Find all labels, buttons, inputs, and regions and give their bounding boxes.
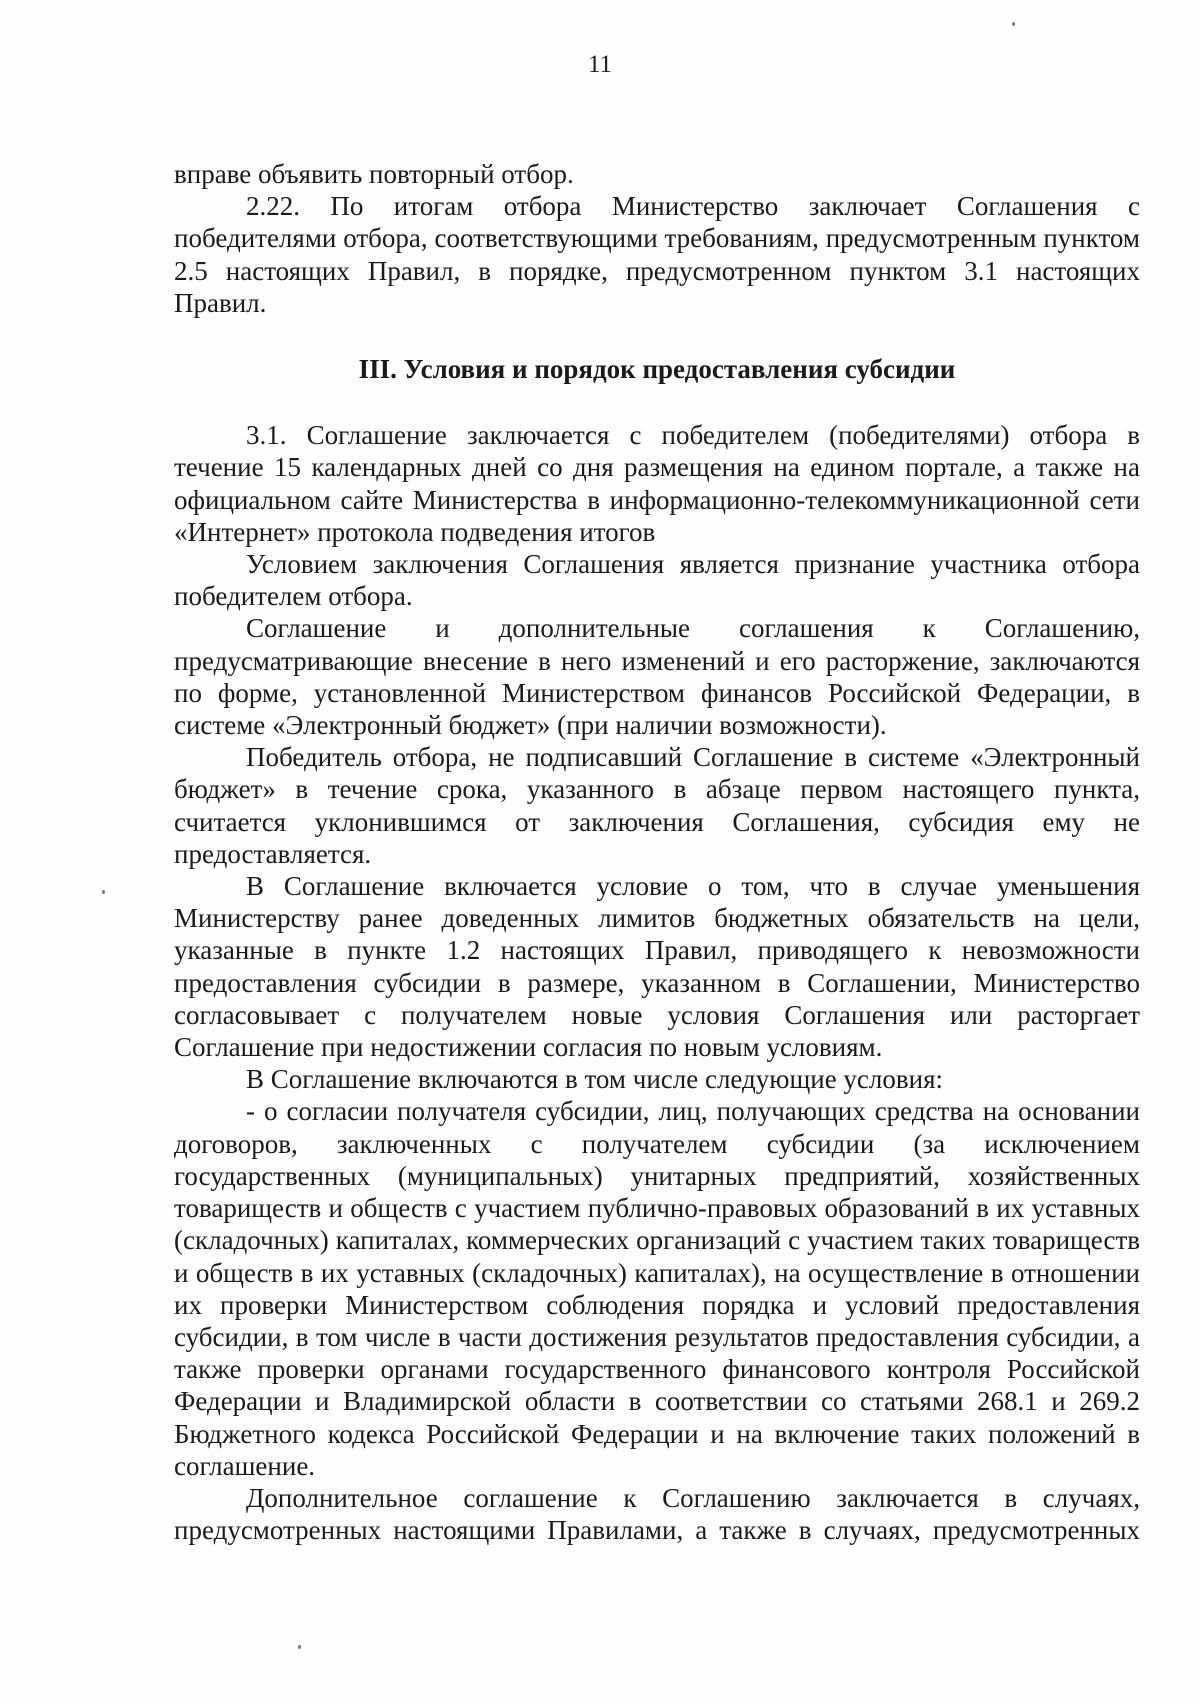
- paragraph-additional-agreement: Дополнительное соглашение к Соглашению заключается в случаях, предусмотренных настоящими Правилами, а также в случаях, предусмотренных: [174, 1482, 1140, 1546]
- paragraph-limits-reduction: В Соглашение включается условие о том, что в случае уменьшения Министерству ранее доведенных лимитов бюджетных обязательств на цели, указанные в пункте 1.2 настоящих Правил, приводящего к невозможности предоставления субсидии в размере, указанном в Соглашении, Министерство согласовывает с получателем новые условия Соглашения или расторгает Соглашение при недостижении согласия по новым условиям.: [174, 871, 1140, 1063]
- paragraph-condition: Условием заключения Соглашения является признание участника отбора победителем отбора.: [174, 549, 1140, 612]
- section-heading: III. Условия и порядок предоставления субсидии: [358, 354, 956, 385]
- page-number: 11: [587, 51, 613, 78]
- scan-speck: [102, 890, 105, 894]
- paragraph-agreement-form: Соглашение и дополнительные соглашения к Соглашению, предусматривающие внесение в него изменений и его расторжение, заключаются по форме, установленной Министерством финансов Российской Федерации, в системе «Электронный бюджет» (при наличии возможности).: [174, 613, 1140, 741]
- scan-speck: [298, 1645, 301, 1649]
- paragraph-conditions-intro: В Соглашение включаются в том числе следующие условия:: [246, 1064, 944, 1095]
- paragraph-consent-condition: - о согласии получателя субсидии, лиц, получающих средства на основании договоров, заключенных с получателем субсидии (за исключением государственных (муниципальных) унитарных предприятий, хозяйственных товариществ и обществ с участием публично-правовых образований в их уставных (складочных) капиталах, коммерческих организаций с участием таких товариществ и обществ в их уставных (складочных) капиталах), на осуществление в отношении их проверки Министерством соблюдения порядка и условий предоставлeния субсидии, в том числе в части достижения результатов предоставления субсидии, а также проверки органами государственного финансового контроля Российской Федерации и Владимирской области в соответствии со статьями 268.1 и 269.2 Бюджетного кодекса Российской Федерации и на включение таких положений в соглашение.: [174, 1096, 1140, 1481]
- scan-speck: [1012, 22, 1015, 26]
- paragraph-2-22: 2.22. По итогам отбора Министерство заключает Соглашения с победителями отбора, соответствующими требованиям, предусмотренным пунктом 2.5 настоящих Правил, в порядке, предусмотренном пунктом 3.1 настоящих Правил.: [174, 191, 1140, 318]
- paragraph-winner-evasion: Победитель отбора, не подписавший Соглашение в системе «Электронный бюджет» в течение срока, указанного в абзаце первом настоящего пункта, считается уклонившимся от заключения Соглашения, субсидия ему не предоставляется.: [174, 742, 1140, 869]
- document-body: [174, 158, 1140, 1546]
- paragraph-3-1: 3.1. Соглашение заключается с победителем (победителями) отбора в течение 15 календарных дней со дня размещения на едином портале, а также на официальном сайте Министерства в информационно-телекоммуникационной сети «Интернет» протокола подведения итогов: [174, 420, 1140, 547]
- paragraph-continuation: вправе объявить повторный отбор.: [174, 159, 574, 189]
